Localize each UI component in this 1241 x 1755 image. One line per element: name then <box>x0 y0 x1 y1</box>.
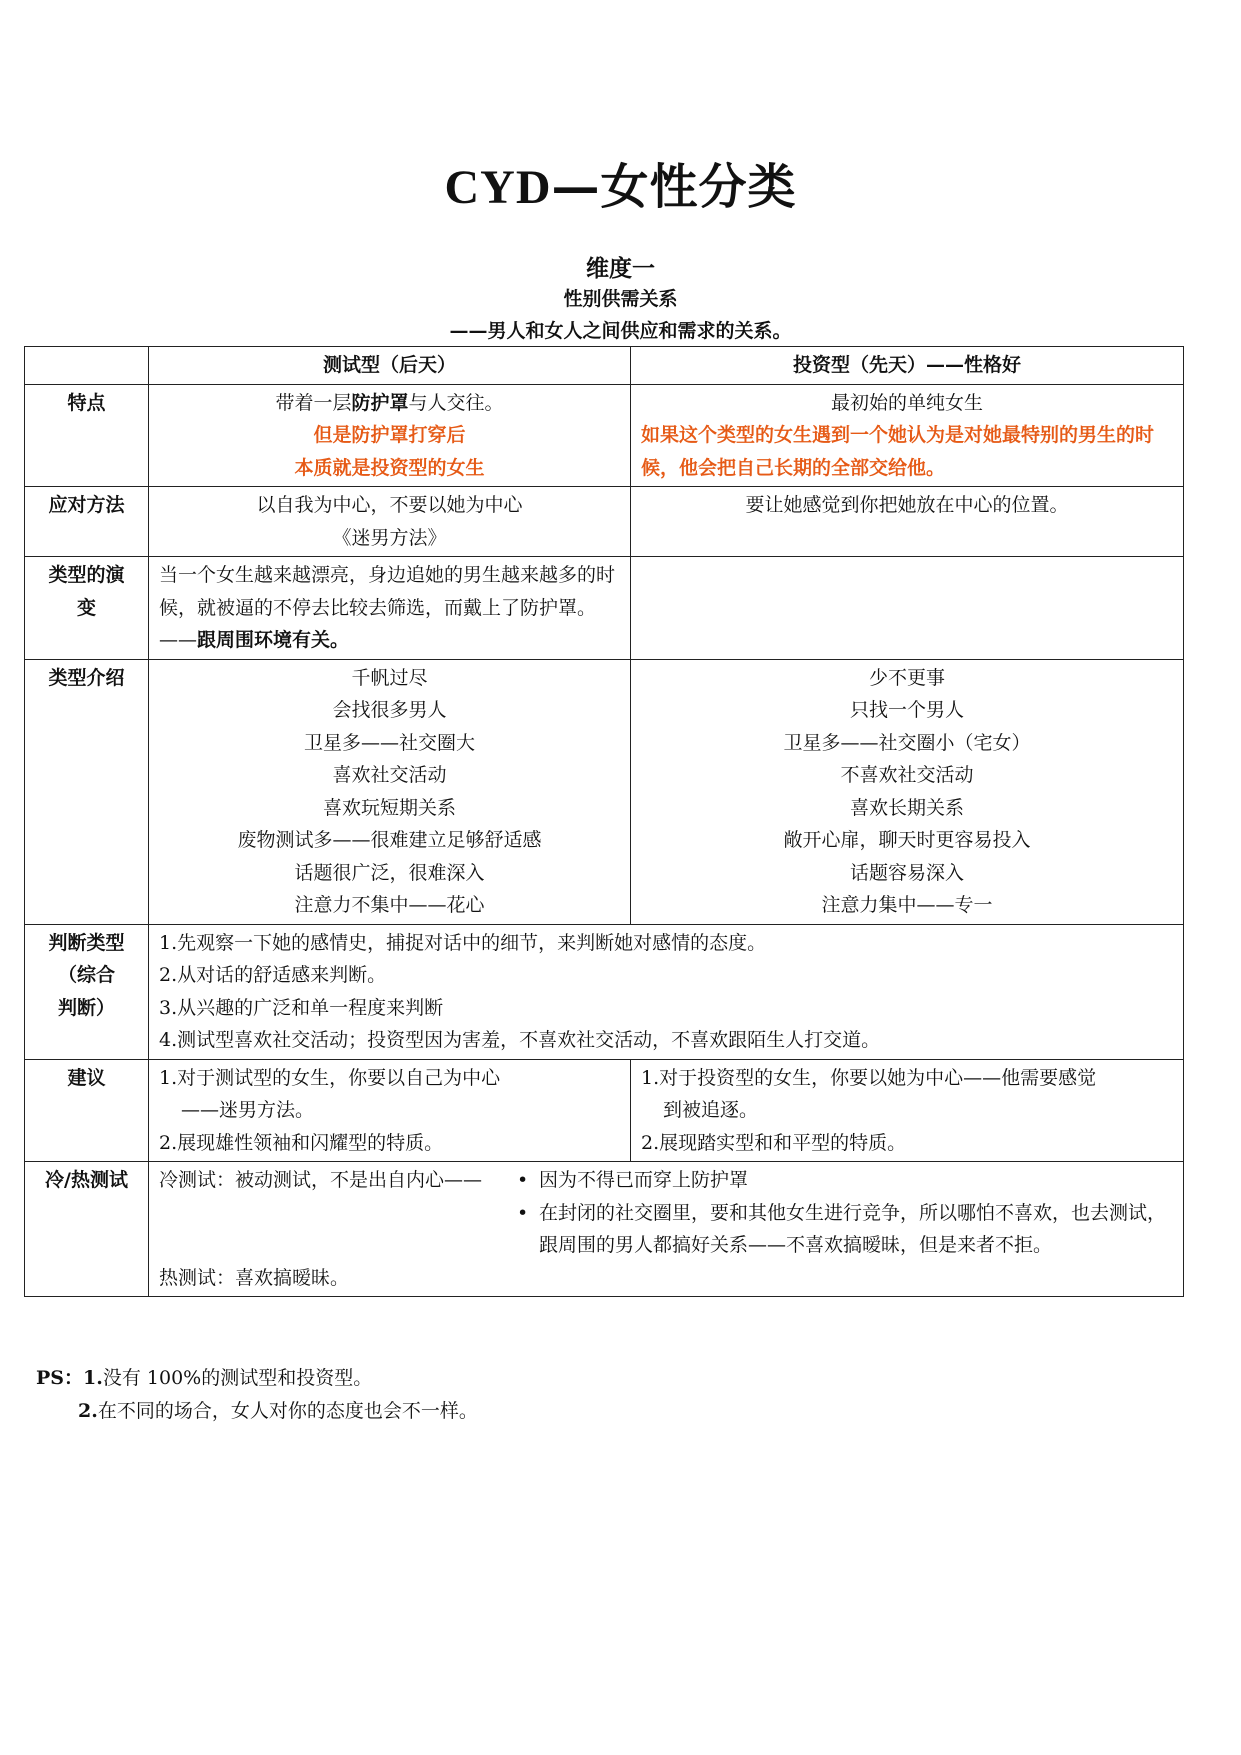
advice-invest-cell <box>631 1059 1184 1162</box>
ps-label: PS： <box>36 1367 84 1389</box>
traits-red-line-1: 但是防护罩打穿后 <box>313 424 466 446</box>
method-invest-cell: 要让她感觉到你把她放在中心的位置。 <box>631 487 1184 557</box>
row-label-method: 应对方法 <box>25 487 149 557</box>
table-row-traits <box>25 384 1184 487</box>
cold-test-bullet-2: • 在封闭的社交圈里，要和其他女生进行竞争，所以哪怕不喜欢，也去测试，跟周围的男人都搞好关系——不喜欢搞暧昧，但是来者不拒。 <box>517 1197 1173 1262</box>
judge-item: 1.先观察一下她的感情史，捕捉对话中的细节，来判断她对感情的态度。 <box>159 931 767 954</box>
table-row-evolution <box>25 557 1184 660</box>
page-title <box>0 148 1241 217</box>
section-subheading: 性别供需关系 <box>563 288 678 310</box>
ps-number-1: 1. <box>83 1367 103 1389</box>
table-row-intro <box>25 659 1184 924</box>
intro-test-item: 喜欢玩短期关系 <box>322 796 456 819</box>
section-description: ——男人和女人之间供应和需求的关系。 <box>449 320 792 342</box>
ps-line-2: 在不同的场合，女人对你的态度也会不一样。 <box>97 1400 478 1422</box>
intro-invest-item: 卫星多——社交圈小（宅女） <box>783 731 1031 754</box>
cold-test-reasons <box>517 1164 1173 1262</box>
row-label-advice: 建议 <box>25 1059 149 1162</box>
table-header-row <box>25 347 1184 385</box>
traits-test-cell <box>149 384 631 487</box>
traits-text-pre: 带着一层 <box>275 391 352 414</box>
judge-label-line2: （综合 <box>57 964 115 986</box>
classification-table <box>24 346 1184 1297</box>
intro-invest-item: 少不更事 <box>868 666 945 689</box>
section-heading: 维度一 <box>586 255 655 282</box>
header-test-type: 测试型（后天） <box>149 347 631 385</box>
evolution-label-line1: 类型的演 <box>48 564 125 586</box>
evolution-invest-cell <box>631 557 1184 660</box>
intro-invest-item: 敞开心扉，聊天时更容易投入 <box>783 829 1031 851</box>
advice-test-line2: 2.展现雄性领袖和闪耀型的特质。 <box>159 1131 444 1154</box>
advice-test-cell <box>149 1059 631 1162</box>
judge-cell <box>149 924 1184 1059</box>
cold-test-label: 冷测试：被动测试，不是出自内心—— <box>159 1169 483 1191</box>
intro-test-item: 卫星多——社交圈大 <box>303 731 475 754</box>
ps-number-2: 2. <box>78 1400 98 1422</box>
judge-item: 2.从对话的舒适感来判断。 <box>159 964 387 986</box>
traits-invest-line1: 最初始的单纯女生 <box>830 391 983 414</box>
ps-line-1: 没有 100%的测试型和投资型。 <box>102 1367 373 1389</box>
test-cell <box>149 1162 1184 1297</box>
traits-red-line-2: 本质就是投资型的女生 <box>294 456 485 479</box>
intro-invest-item: 只找一个男人 <box>849 699 964 721</box>
advice-test-line1: 1.对于测试型的女生，你要以自己为中心 <box>159 1066 501 1089</box>
cold-test-bullet-1: • 因为不得已而穿上防护罩 <box>517 1164 1173 1197</box>
table-row-judge <box>25 924 1184 1059</box>
row-label-evolution <box>25 557 149 660</box>
advice-invest-line1: 1.对于投资型的女生，你要以她为中心——他需要感觉 <box>641 1066 1097 1089</box>
header-invest-type: 投资型（先天）——性格好 <box>631 347 1184 385</box>
method-test-cell <box>149 487 631 557</box>
intro-invest-item: 不喜欢社交活动 <box>840 764 974 786</box>
advice-invest-line2: 2.展现踏实型和和平型的特质。 <box>641 1131 907 1154</box>
judge-item: 3.从兴趣的广泛和单一程度来判断 <box>159 996 444 1019</box>
judge-item: 4.测试型喜欢社交活动；投资型因为害羞，不喜欢社交活动，不喜欢跟陌生人打交道。 <box>159 1029 881 1051</box>
traits-invest-red: 如果这个类型的女生遇到一个她认为是对她最特别的男生的时候，他会把自己长期的全部交给他。 <box>641 424 1155 479</box>
intro-test-item: 废物测试多——很难建立足够舒适感 <box>237 829 542 851</box>
hot-test-line: 热测试：喜欢搞暧昧。 <box>159 1266 350 1289</box>
intro-test-item: 千帆过尽 <box>351 666 428 689</box>
advice-invest-line1b: 到被追逐。 <box>663 1099 759 1121</box>
intro-invest-cell <box>631 659 1184 924</box>
title-rest: —女性分类 <box>551 159 797 215</box>
row-label-traits: 特点 <box>25 384 149 487</box>
evolution-label-line2: 变 <box>76 596 96 619</box>
traits-text-bold: 防护罩 <box>351 391 409 414</box>
intro-invest-item: 注意力集中——专一 <box>821 894 993 916</box>
intro-test-cell <box>149 659 631 924</box>
header-empty-cell <box>25 347 149 385</box>
traits-invest-cell <box>631 384 1184 487</box>
intro-test-item: 会找很多男人 <box>332 699 447 721</box>
row-label-judge <box>25 924 149 1059</box>
title-latin: CYD <box>444 161 552 214</box>
row-label-test: 冷/热测试 <box>25 1162 149 1297</box>
ps-note <box>36 1362 478 1428</box>
intro-test-item: 喜欢社交活动 <box>332 764 447 786</box>
method-test-line2: 《迷男方法》 <box>332 526 447 549</box>
intro-test-item: 注意力不集中——花心 <box>294 894 485 916</box>
evolution-test-cell <box>149 557 631 660</box>
traits-text-post: 与人交往。 <box>408 391 504 414</box>
judge-label-line3: 判断） <box>57 996 115 1019</box>
evolution-text: 当一个女生越来越漂亮，身边追她的男生越来越多的时候，就被逼的不停去比较去筛选，而戴上了防护罩。—— <box>159 564 616 651</box>
method-test-line1: 以自我为中心，不要以她为中心 <box>256 494 523 516</box>
table-row-advice <box>25 1059 1184 1162</box>
table-row-method <box>25 487 1184 557</box>
judge-label-line1: 判断类型 <box>48 931 125 954</box>
intro-invest-item: 话题容易深入 <box>849 861 964 884</box>
cold-test-block <box>159 1164 1173 1262</box>
advice-test-line1b: ——迷男方法。 <box>181 1099 315 1121</box>
row-label-intro: 类型介绍 <box>25 659 149 924</box>
evolution-bold: 跟周围环境有关。 <box>197 629 350 651</box>
intro-test-item: 话题很广泛，很难深入 <box>294 861 485 884</box>
intro-invest-item: 喜欢长期关系 <box>849 796 964 819</box>
table-row-test <box>25 1162 1184 1297</box>
